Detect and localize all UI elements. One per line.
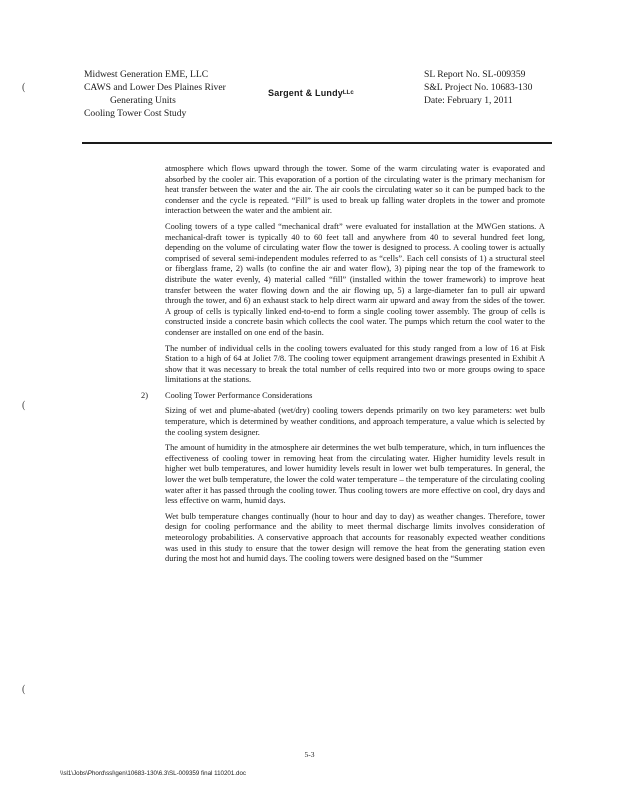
binding-mark: ( (22, 684, 26, 695)
file-path: \\sl1\Jobs\Phord\ssl\gen\10683-130\6.3\SL-009359 final 110201.doc (60, 770, 246, 777)
paragraph-humidity: The amount of humidity in the atmosphere air determines the wet bulb temperature, which, in turn influences the effectiveness of cooling tower in removing heat from the circulating water. Higher humidity levels result in higher wet bulb temperatures, and lower humidity levels result in lower wet bulb temperatures. In general, the lower the wet bulb temperature, the lower the cold water temperature – the temperature of the circulating cooling water after it has passed through the cooling tower. Thus cooling towers are more effective on cool, dry days and less effective on warm, humid days. (165, 443, 545, 506)
project-location: CAWS and Lower Des Plaines River (84, 82, 226, 93)
header-rule (82, 142, 552, 144)
company-logo: Sargent & Lundyᴸᴸᶜ (268, 88, 355, 98)
section-title: Cooling Tower Performance Considerations (165, 390, 313, 400)
header-right-block (424, 68, 532, 107)
client-name: Midwest Generation EME, LLC (84, 69, 209, 80)
paragraph-sizing: Sizing of wet and plume-abated (wet/dry) cooling towers depends primarily on two key parameters: wet bulb temperature, which is determined by weather conditions, and approach temperature, a value which is selected by the cooling system designer. (165, 406, 545, 437)
paragraph-wet-bulb: Wet bulb temperature changes continually (hour to hour and day to day) as weather changes. Therefore, tower design for cooling performance and the ability to meet thermal discharge limits involves consideration of meteorology probabilities. A conservative approach that accounts for reasonably expected weather conditions was used in this study to ensure that the tower design will remove the heat from the generating station even during the most hot and humid days. The cooling towers were designed based on the “Summer (165, 511, 545, 564)
section-number: 2) (141, 390, 148, 400)
study-title: Cooling Tower Cost Study (84, 108, 187, 119)
report-date: Date: February 1, 2011 (424, 95, 513, 106)
paragraph-cooling-process: atmosphere which flows upward through the tower. Some of the warm circulating water is evaporated and absorbed by the cooler air. This evaporation of a portion of the circulating water is the primary mechanism for heat transfer between the water and the air. The air cools the circulating water so it can be pumped back to the condenser and the cycle is repeated. “Fill” is used to break up falling water droplets in the tower and promote interaction between the water and the ambient air. (165, 164, 545, 216)
page-number: 5-3 (304, 750, 315, 759)
binding-mark: ( (22, 400, 26, 411)
document-body (141, 164, 545, 570)
paragraph-mechanical-draft: Cooling towers of a type called “mechanical draft” were evaluated for installation at the MWGen stations. A mechanical-draft tower is typically 40 to 60 feet tall and anywhere from 40 to several hundred feet long, depending on the volume of circulating water flow the tower is designed to process. A cooling tower is actually comprised of several semi-independent modules referred to as “cells”. Each cell consists of 1) a structural steel or fiberglass frame, 2) walls (to confine the air and water flow), 3) piping near the top of the framework to distribute the water evenly, 4) material called “fill” (installed within the tower framework) to improve heat transfer between the water flowing down and the air flowing up, 5) a large-diameter fan to pull air upward through the tower, and 6) an exhaust stack to help direct warm air upward and away from the sides of the tower. A group of cells is typically linked end-to-end to form a single cooling tower assembly. The group of cells is constructed inside a concrete basin which collects the cool water. The pumps which return the cool water to the condenser are installed on one end of the basin. (165, 221, 545, 337)
paragraph-cell-count: The number of individual cells in the cooling towers evaluated for this study ranged from a low of 16 at Fisk Station to a high of 64 at Joliet 7/8. The cooling tower equipment arrangement drawings presented in Exhibit A show that it was necessary to break the total number of cells required into two or more groups owing to space limitations at the stations. (165, 343, 545, 385)
project-number: S&L Project No. 10683-130 (424, 82, 533, 93)
header-left-block (84, 68, 226, 120)
report-number: SL Report No. SL-009359 (424, 69, 526, 80)
project-units: Generating Units (110, 95, 176, 106)
binding-mark: ( (22, 82, 26, 93)
section-heading (141, 390, 545, 402)
